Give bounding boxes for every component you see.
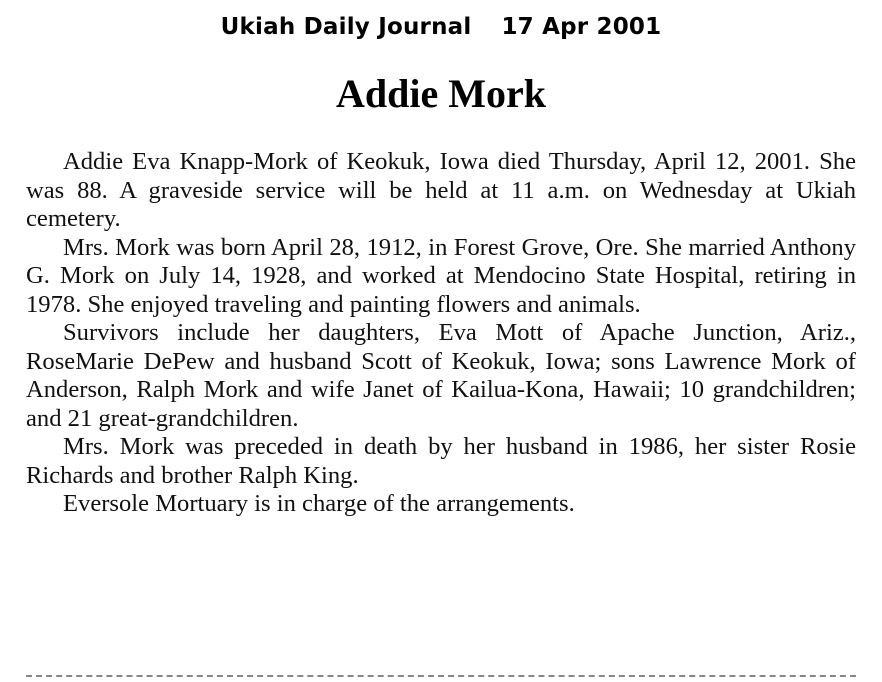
paragraph: Eversole Mortuary is in charge of the arrangements. (63, 490, 575, 517)
paragraph: Survivors include her daughters, Eva Mott of Apache Junction, Ariz., RoseMarie DePew and husband Scott of Keokuk, Iowa; sons Lawrence Mork of Anderson, Ralph Mork and wife Janet of Kailua-Kona, Hawaii; 10 grandchildren; and 21 great-grandchildren. (26, 319, 856, 432)
publication-date: 17 Apr 2001 (501, 14, 662, 40)
obituary-title: Addie Mork (336, 71, 546, 116)
paragraph: Addie Eva Knapp-Mork of Keokuk, Iowa died Thursday, April 12, 2001. She was 88. A graveside service will be held at 11 a.m. on Wednesday at Ukiah cemetery. (26, 148, 856, 232)
paragraph: Mrs. Mork was born April 28, 1912, in Forest Grove, Ore. She married Anthony G. Mork on July 14, 1928, and worked at Mendocino State Hospital, retiring in 1978. She enjoyed traveling and painting flowers and animals. (26, 233, 856, 318)
obituary-body (26, 148, 856, 519)
paragraph: Mrs. Mork was preceded in death by her husband in 1986, her sister Rosie Richards and brother Ralph King. (26, 433, 856, 489)
newspaper-name: Ukiah Daily Journal (220, 14, 472, 40)
bottom-divider (26, 675, 856, 677)
source-header (0, 14, 882, 40)
